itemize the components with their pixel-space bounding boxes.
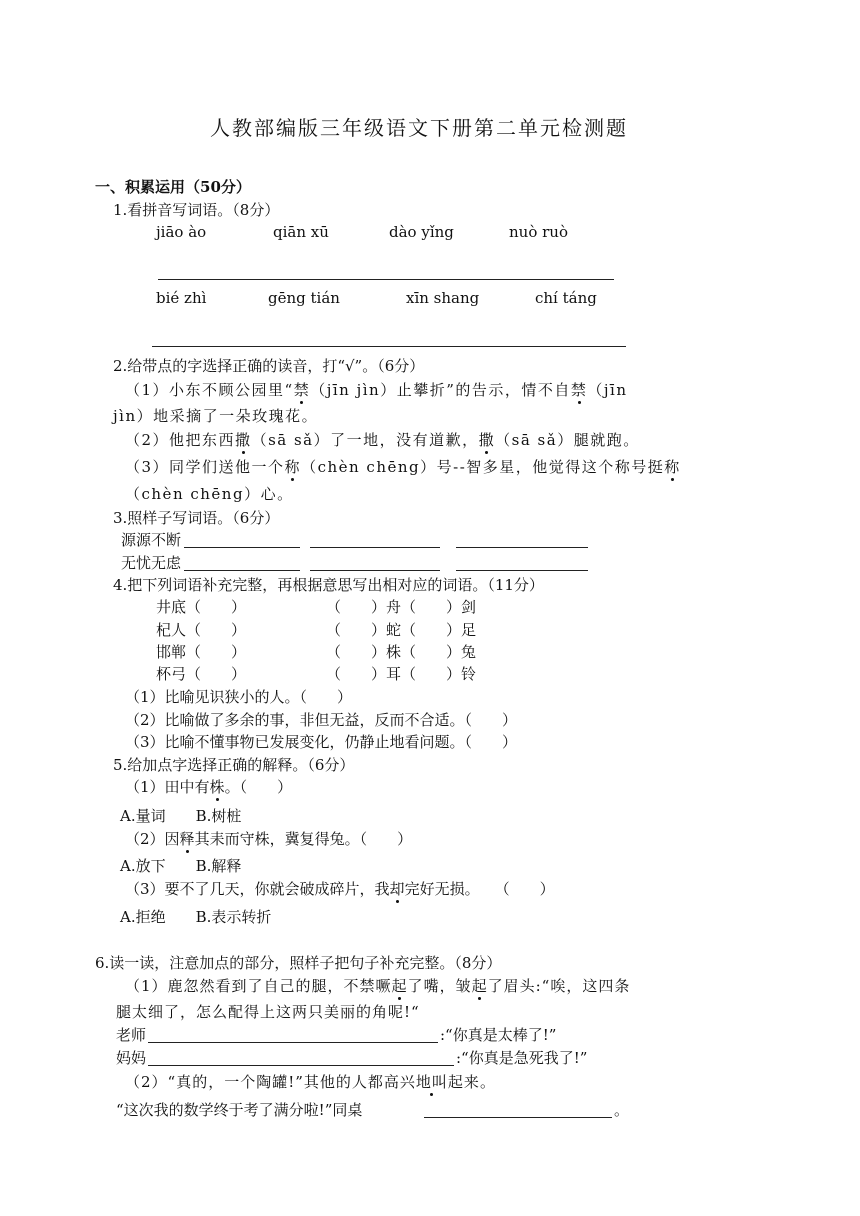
pinyin-7: xīn shang [406, 289, 480, 307]
answer-line[interactable] [148, 1042, 438, 1043]
idiom-left-3: 邯郸（ ） [156, 643, 247, 661]
q2-sentence-1-cont: jìn）地采摘了一朵玫瑰花。 [113, 407, 319, 425]
pinyin-1: jiāo ào [156, 223, 207, 241]
dotted-text: 高兴地叫起来 [383, 1073, 480, 1091]
q5-options-2: A.放下 B.解释 [120, 857, 242, 875]
text: 完好无损。 （ ） [404, 880, 555, 898]
text: （1）鹿忽然看到了自己的腿，不禁 [125, 977, 376, 995]
pinyin-2: qiān xū [273, 223, 329, 241]
q3-example-1: 源源不断 [121, 531, 182, 549]
q6-teacher-quote: :“你真是太棒了!” [440, 1026, 557, 1044]
q6-mom-quote: :“你真是急死我了!” [456, 1049, 588, 1067]
q6-mom-label: 妈妈 [116, 1049, 147, 1067]
idiom-right-1: （ ）舟（ ）剑 [326, 598, 477, 616]
pinyin-3: dào yǐng [389, 223, 454, 241]
question-2-heading: 2.给带点的字选择正确的读音，打“√”。（6分） [113, 357, 425, 375]
q6-sentence-1-cont: 腿太细了，怎么配得上这两只美丽的角呢!“ [116, 1003, 420, 1021]
q4-meaning-2: （2）比喻做了多余的事，非但无益，反而不合适。（ ） [125, 711, 518, 729]
question-5-heading: 5.给加点字选择正确的解释。（6分） [113, 756, 355, 774]
dotted-char: 株 [209, 778, 225, 796]
text: （2）他把东西 [125, 431, 236, 449]
q2-sentence-1 [125, 380, 628, 400]
question-3-heading: 3.照样子写词语。（6分） [113, 509, 280, 527]
q2-sentence-2 [125, 430, 640, 450]
text: （3）同学们送他一个 [125, 458, 285, 476]
text: （2）因 [125, 830, 180, 848]
dotted-char: 却 [389, 880, 405, 898]
text: （chèn chēng）心。 [125, 485, 294, 503]
text: （sā sǎ）腿就跑。 [495, 431, 640, 449]
q6-sentence-3: “这次我的数学终于考了满分啦!”同桌 [116, 1101, 363, 1119]
text: 其耒而守株，冀复得兔。（ ） [194, 830, 413, 848]
text: 眉头:“唉，这四条 [503, 977, 631, 995]
text: 。 [479, 1073, 496, 1091]
pinyin-5: bié zhì [156, 289, 207, 307]
q5-item-1 [125, 777, 292, 797]
answer-line[interactable] [184, 570, 300, 571]
idiom-left-2: 杞人（ ） [156, 621, 247, 639]
dotted-text: 皱起了 [455, 977, 504, 995]
q2-sentence-3-cont [125, 484, 294, 504]
pinyin-6: gēng tián [268, 289, 340, 307]
dotted-char: 称 [284, 458, 302, 476]
answer-line[interactable] [310, 547, 440, 548]
q4-meaning-3: （3）比喻不懂事物已发展变化，仍静止地看问题。（ ） [125, 733, 518, 751]
page-title: 人教部编版三年级语文下册第二单元检测题 [210, 116, 628, 140]
dotted-char: 释 [179, 830, 195, 848]
question-1-heading: 1.看拼音写词语。（8分） [113, 201, 280, 219]
text: 。（ ） [224, 778, 293, 796]
answer-line[interactable] [158, 279, 614, 280]
idiom-right-3: （ ）株（ ）兔 [326, 643, 477, 661]
q5-options-1: A.量词 B.树桩 [120, 807, 242, 825]
q6-sentence-1 [125, 976, 630, 996]
q5-item-3 [125, 879, 555, 899]
answer-line[interactable] [152, 346, 626, 347]
text: （jīn jìn）止攀折”的告示，情不自 [310, 381, 571, 399]
dotted-text: 噘起了 [375, 977, 424, 995]
idiom-left-1: 井底（ ） [156, 598, 247, 616]
answer-line[interactable] [456, 570, 588, 571]
dotted-char: 撒 [235, 431, 252, 449]
text: （chèn chēng）号--智多星，他觉得这个称号挺 [301, 458, 665, 476]
answer-line[interactable] [148, 1065, 454, 1066]
text: （sā sǎ）了一地，没有道歉， [251, 431, 479, 449]
answer-line[interactable] [456, 547, 588, 548]
pinyin-4: nuò ruò [509, 223, 568, 241]
answer-line[interactable] [424, 1117, 612, 1118]
dotted-char: 称 [664, 458, 681, 476]
dotted-char: 禁 [293, 381, 311, 399]
q6-sentence-3-end: 。 [614, 1101, 630, 1119]
dotted-char: 禁 [570, 381, 588, 399]
section-heading: 一、积累运用（50分） [95, 178, 251, 196]
q5-options-3: A.拒绝 B.表示转折 [120, 908, 272, 926]
idiom-right-4: （ ）耳（ ）铃 [326, 665, 477, 683]
pinyin-8: chí táng [535, 289, 597, 307]
q6-sentence-2 [125, 1072, 496, 1092]
idiom-left-4: 杯弓（ ） [156, 665, 247, 683]
q6-teacher-label: 老师 [116, 1026, 147, 1044]
text: 嘴， [423, 977, 456, 995]
q5-item-2 [125, 829, 412, 849]
text: （jīn [587, 381, 628, 399]
question-6-heading: 6.读一读，注意加点的部分，照样子把句子补充完整。（8分） [95, 954, 502, 972]
q2-sentence-3 [125, 457, 681, 477]
text: （3）要不了几天，你就会破成碎片，我 [125, 880, 390, 898]
q4-meaning-1: （1）比喻见识狭小的人。（ ） [125, 688, 353, 706]
text: （1）小东不顾公园里“ [125, 381, 294, 399]
answer-line[interactable] [184, 547, 300, 548]
text: （2）“真的，一个陶罐!”其他的人都 [125, 1073, 384, 1091]
idiom-right-2: （ ）蛇（ ）足 [326, 621, 477, 639]
q3-example-2: 无忧无虑 [121, 554, 182, 572]
question-4-heading: 4.把下列词语补充完整，再根据意思写出相对应的词语。（11分） [113, 576, 544, 594]
dotted-char: 撒 [478, 431, 496, 449]
text: （1）田中有 [125, 778, 210, 796]
answer-line[interactable] [310, 570, 440, 571]
